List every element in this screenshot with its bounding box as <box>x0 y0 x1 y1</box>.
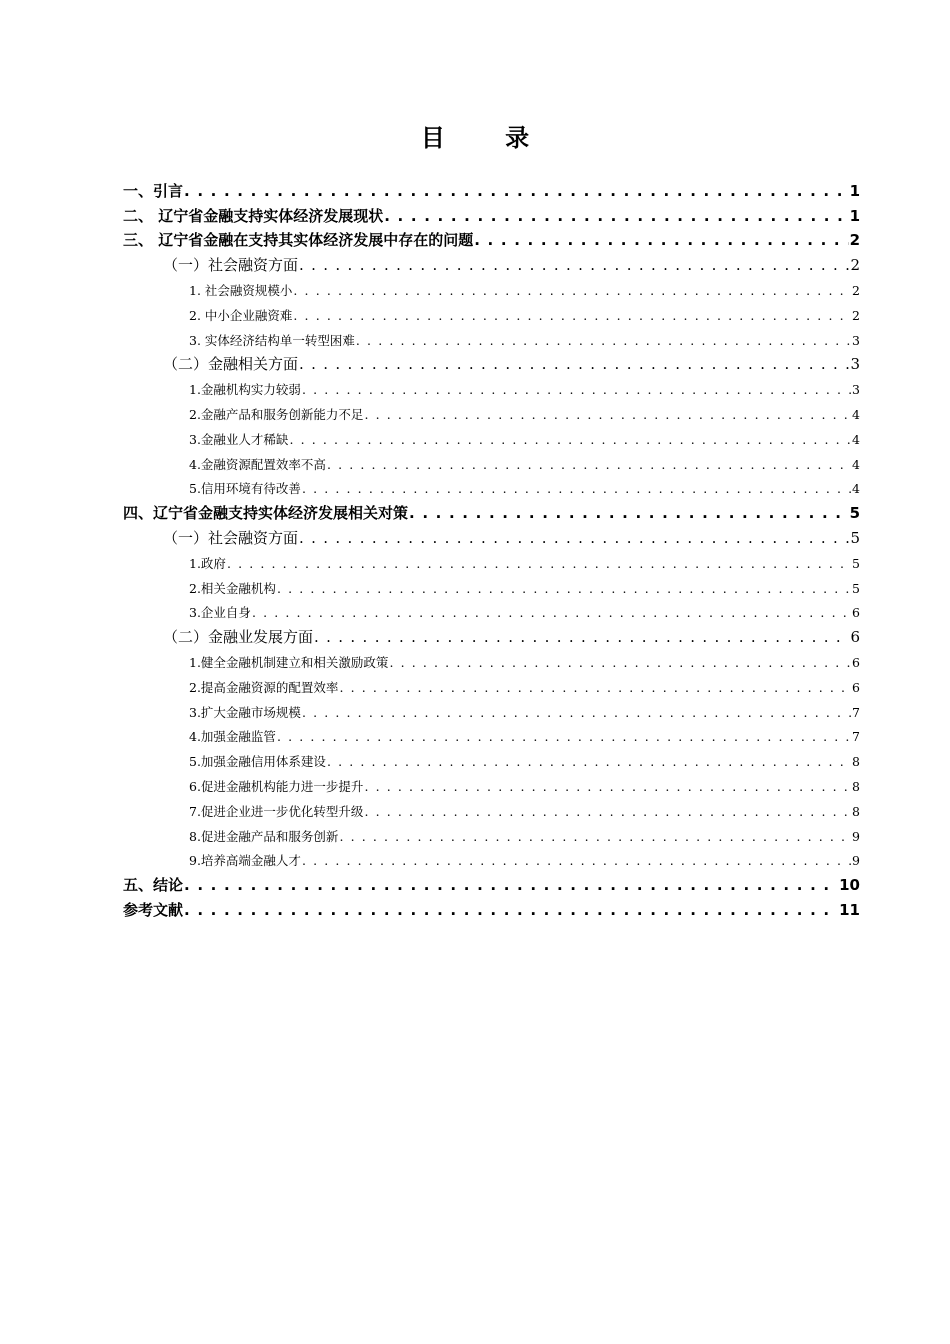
toc-entry[interactable] <box>123 598 860 623</box>
toc-entry-label: （一）社会融资方面 <box>163 528 299 547</box>
toc-entry-page-number: 3 <box>852 332 860 348</box>
toc-entry-label: 5.信用环境有待改善 <box>189 481 301 497</box>
toc-entry-label: 一、引言 <box>123 181 184 200</box>
dot-leader <box>314 627 849 647</box>
toc-entry-label: 9.培养高端金融人才 <box>189 853 301 869</box>
toc-entry-page-number: 3 <box>850 355 860 374</box>
dot-leader <box>409 503 849 523</box>
toc-entry[interactable] <box>123 226 860 251</box>
toc-entry[interactable] <box>123 746 860 771</box>
dot-leader <box>302 381 851 399</box>
toc-entry-page-number: 2 <box>852 282 860 298</box>
dot-leader <box>227 555 851 573</box>
toc-entry[interactable] <box>123 498 860 523</box>
dot-leader <box>339 828 851 846</box>
toc-entry[interactable] <box>123 722 860 747</box>
toc-entry[interactable] <box>123 895 860 920</box>
toc-entry-label: 参考文献 <box>123 900 184 919</box>
toc-entry[interactable] <box>123 796 860 821</box>
toc-entry[interactable] <box>123 275 860 300</box>
toc-entry[interactable] <box>123 374 860 399</box>
toc-entry-label: 8.促进金融产品和服务创新 <box>189 828 339 844</box>
toc-entry[interactable] <box>123 399 860 424</box>
dot-leader <box>339 679 851 697</box>
toc-entry[interactable] <box>123 250 860 275</box>
toc-entry[interactable] <box>123 449 860 474</box>
toc-entry-page-number: 1 <box>849 206 860 225</box>
toc-entry[interactable] <box>123 201 860 226</box>
toc-entry-page-number: 3 <box>852 382 860 398</box>
toc-entry-label: 3.扩大金融市场规模 <box>189 704 301 720</box>
toc-entry-label: （二）金融业发展方面 <box>163 628 314 647</box>
dot-leader <box>364 778 851 796</box>
toc-entry[interactable] <box>123 870 860 895</box>
toc-entry[interactable] <box>123 697 860 722</box>
toc-entry-page-number: 7 <box>852 704 860 720</box>
dot-leader <box>302 852 851 870</box>
toc-entry-label: 7.促进企业进一步优化转型升级 <box>189 803 364 819</box>
toc-entry-page-number: 5 <box>852 555 860 571</box>
toc-entry-page-number: 8 <box>852 803 860 819</box>
toc-entry-label: 3. 实体经济结构单一转型困难 <box>189 332 355 348</box>
toc-entry[interactable] <box>123 350 860 375</box>
toc-entry-page-number: 1 <box>849 181 860 200</box>
toc-entry-label: 2. 中小企业融资难 <box>189 307 293 323</box>
toc-entry-page-number: 6 <box>850 628 860 647</box>
dot-leader <box>384 206 848 226</box>
toc-entry-label: 三、 辽宁省金融在支持其实体经济发展中存在的问题 <box>123 231 474 250</box>
toc-entry[interactable] <box>123 622 860 647</box>
toc-entry-label: 2.金融产品和服务创新能力不足 <box>189 406 364 422</box>
toc-entry-label: 3.企业自身 <box>189 605 251 621</box>
dot-leader <box>293 282 851 300</box>
toc-entry-page-number: 4 <box>852 406 860 422</box>
toc-entry[interactable] <box>123 647 860 672</box>
toc-entry-label: 二、 辽宁省金融支持实体经济发展现状 <box>123 206 384 225</box>
toc-entry-label: 五、结论 <box>123 876 184 895</box>
toc-entry-page-number: 7 <box>852 729 860 745</box>
toc-entry-label: 1.金融机构实力较弱 <box>189 382 301 398</box>
toc-entry[interactable] <box>123 325 860 350</box>
dot-leader <box>364 406 851 424</box>
toc-entry-label: （一）社会融资方面 <box>163 256 299 275</box>
dot-leader <box>302 480 851 498</box>
toc-entry-page-number: 4 <box>852 431 860 447</box>
toc-entry-page-number: 8 <box>852 754 860 770</box>
toc-entry-label: 1.健全金融机制建立和相关激励政策 <box>189 654 389 670</box>
toc-entry-label: 1.政府 <box>189 555 226 571</box>
toc-entry-page-number: 2 <box>852 307 860 323</box>
toc-entry-page-number: 6 <box>852 654 860 670</box>
toc-entry[interactable] <box>123 300 860 325</box>
toc-entry[interactable] <box>123 672 860 697</box>
dot-leader <box>289 431 851 449</box>
toc-entry-label: 四、辽宁省金融支持实体经济发展相关对策 <box>123 504 409 523</box>
toc-entry-page-number: 5 <box>852 580 860 596</box>
toc-entry-label: 2.提高金融资源的配置效率 <box>189 679 339 695</box>
dot-leader <box>252 604 851 622</box>
dot-leader <box>277 580 851 598</box>
toc-entry-label: 2.相关金融机构 <box>189 580 276 596</box>
dot-leader <box>184 900 838 920</box>
dot-leader <box>184 875 838 895</box>
dot-leader <box>184 181 849 201</box>
toc-entry[interactable] <box>123 821 860 846</box>
toc-entry-page-number: 5 <box>850 528 860 547</box>
dot-leader <box>299 255 849 275</box>
toc-entry-page-number: 2 <box>849 231 860 250</box>
toc-entry-page-number: 9 <box>852 853 860 869</box>
toc-entry-page-number: 8 <box>852 778 860 794</box>
toc-entry-page-number: 4 <box>852 481 860 497</box>
toc-entry-page-number: 6 <box>852 679 860 695</box>
toc-entry-label: 4.金融资源配置效率不高 <box>189 456 326 472</box>
toc-entry-page-number: 4 <box>852 456 860 472</box>
dot-leader <box>302 704 851 722</box>
toc-entry[interactable] <box>123 424 860 449</box>
dot-leader <box>299 354 849 374</box>
toc-entry-label: 6.促进金融机构能力进一步提升 <box>189 778 364 794</box>
dot-leader <box>474 230 848 250</box>
table-of-contents <box>123 176 860 920</box>
toc-entry[interactable] <box>123 474 860 499</box>
toc-entry[interactable] <box>123 573 860 598</box>
dot-leader <box>293 307 851 325</box>
dot-leader <box>277 728 851 746</box>
toc-entry[interactable] <box>123 548 860 573</box>
toc-entry-page-number: 6 <box>852 605 860 621</box>
toc-entry[interactable] <box>123 523 860 548</box>
dot-leader <box>327 753 851 771</box>
toc-entry-page-number: 11 <box>839 900 860 919</box>
toc-entry-label: 3.金融业人才稀缺 <box>189 431 289 447</box>
toc-entry-page-number: 9 <box>852 828 860 844</box>
dot-leader <box>299 528 849 548</box>
toc-title: 目 录 <box>420 124 556 152</box>
toc-entry-label: 4.加强金融监管 <box>189 729 276 745</box>
toc-entry[interactable] <box>123 846 860 871</box>
dot-leader <box>389 654 851 672</box>
toc-entry[interactable] <box>123 771 860 796</box>
dot-leader <box>364 803 851 821</box>
toc-entry-label: 5.加强金融信用体系建设 <box>189 754 326 770</box>
toc-entry[interactable] <box>123 176 860 201</box>
toc-entry-page-number: 10 <box>839 876 860 895</box>
dot-leader <box>356 332 851 350</box>
toc-entry-label: （二）金融相关方面 <box>163 355 299 374</box>
dot-leader <box>327 456 851 474</box>
toc-entry-label: 1. 社会融资规模小 <box>189 282 293 298</box>
toc-entry-page-number: 5 <box>849 504 860 523</box>
toc-entry-page-number: 2 <box>850 256 860 275</box>
